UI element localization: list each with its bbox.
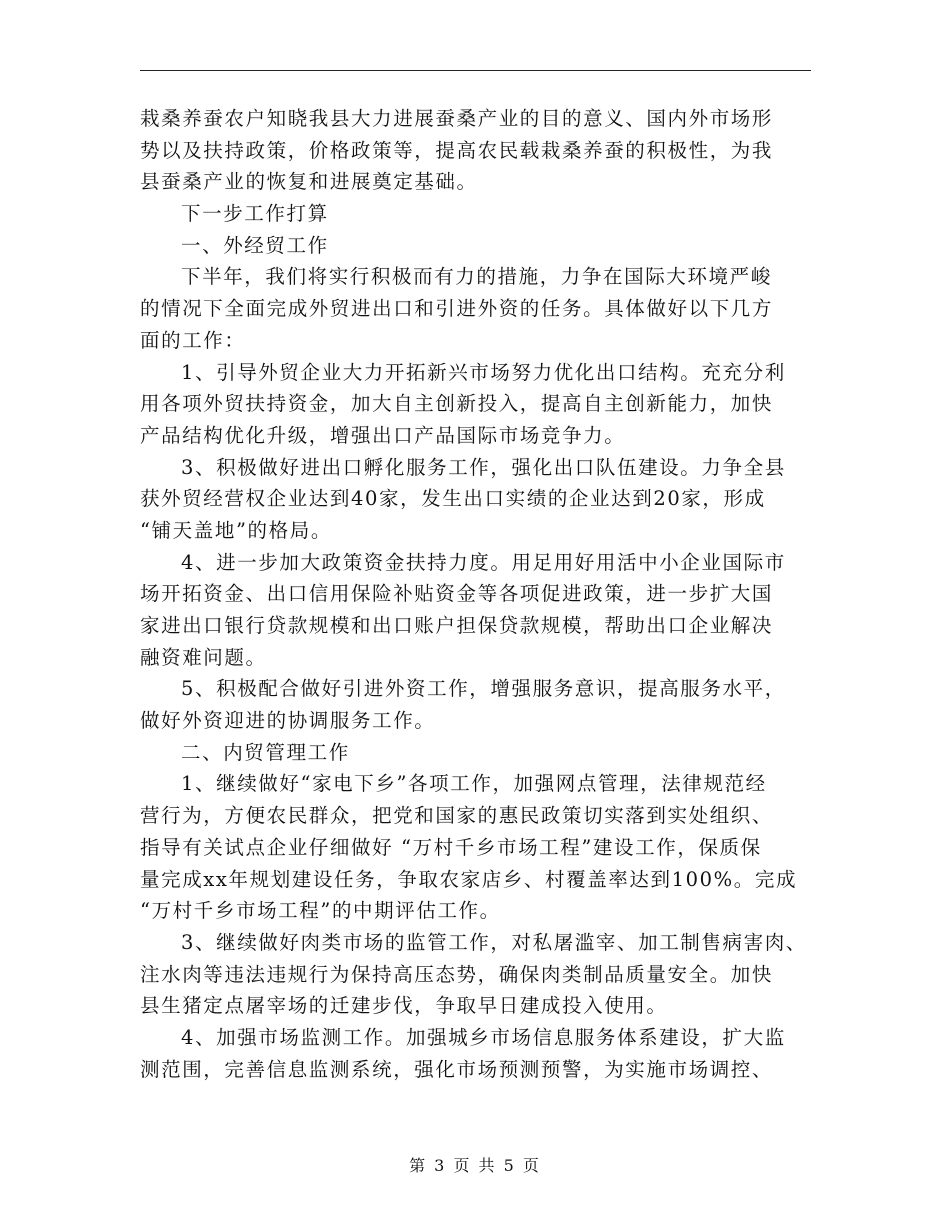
text-line: 测范围，完善信息监测系统，强化市场预测预警，为实施市场调控、 [140, 1057, 774, 1081]
text-line: 量完成xx年规划建设任务，争取农家店乡、村覆盖率达到100%。完成 [140, 867, 798, 891]
text-line: 3、继续做好肉类市场的监管工作，对私屠滥宰、加工制售病害肉、 [181, 930, 807, 954]
text-line: 下半年，我们将实行积极而有力的措施，力争在国际大环境严峻 [181, 265, 772, 289]
text-line: 面的工作： [140, 328, 246, 352]
document-body [140, 103, 820, 1085]
text-line: 注水肉等违法违规行为保持高压态势，确保肉类制品质量安全。加快 [140, 962, 774, 986]
header-rule [140, 70, 811, 71]
text-line: “铺天盖地”的格局。 [140, 518, 332, 542]
text-line: 的情况下全面完成外贸进出口和引进外资的任务。具体做好以下几方 [140, 297, 774, 321]
text-line: 势以及扶持政策，价格政策等，提高农民载栽桑养蚕的积极性，为我 [140, 138, 774, 162]
page-number-footer: 第 3 页 共 5 页 [409, 1156, 541, 1175]
text-line: 做好外资迎进的协调服务工作。 [140, 709, 436, 733]
text-line: 3、积极做好进出口孵化服务工作，强化出口队伍建设。力争全县 [181, 455, 786, 479]
text-line: 1、继续做好“家电下乡”各项工作，加强网点管理，法律规范经 [181, 772, 767, 796]
text-line: 场开拓资金、出口信用保险补贴资金等各项促进政策，进一步扩大国 [140, 582, 774, 606]
text-line: 1、引导外贸企业大力开拓新兴市场努力优化出口结构。充充分利 [181, 360, 786, 384]
text-line: 一、外经贸工作 [181, 233, 329, 257]
text-line: 县生猪定点屠宰场的迁建步伐，争取早日建成投入使用。 [140, 994, 668, 1018]
text-line: “万村千乡市场工程”的中期评估工作。 [140, 899, 501, 923]
text-line: 二、内贸管理工作 [181, 740, 350, 764]
text-line: 栽桑养蚕农户知晓我县大力进展蚕桑产业的目的意义、国内外市场形 [140, 107, 774, 130]
text-line: 产品结构优化升级，增强出口产品国际市场竞争力。 [140, 423, 626, 447]
text-line: 获外贸经营权企业达到40家，发生出口实绩的企业达到20家，形成 [140, 487, 766, 511]
text-line: 4、加强市场监测工作。加强城乡市场信息服务体系建设，扩大监 [181, 1025, 786, 1049]
text-line: 5、积极配合做好引进外资工作，增强服务意识，提高服务水平， [181, 677, 786, 701]
text-line: 下一步工作打算 [181, 202, 329, 226]
text-line: 4、进一步加大政策资金扶持力度。用足用好用活中小企业国际市 [181, 550, 786, 574]
text-line: 用各项外贸扶持资金，加大自主创新投入，提高自主创新能力，加快 [140, 392, 774, 416]
text-line: 融资难问题。 [140, 645, 267, 669]
text-line: 指导有关试点企业仔细做好 “万村千乡市场工程”建设工作，保质保 [140, 835, 762, 859]
text-line: 家进出口银行贷款规模和出口账户担保贷款规模，帮助出口企业解决 [140, 614, 774, 637]
text-line: 县蚕桑产业的恢复和进展奠定基础。 [140, 170, 478, 194]
text-line: 营行为，方便农民群众，把党和国家的惠民政策切实落到实处组织、 [140, 804, 774, 828]
